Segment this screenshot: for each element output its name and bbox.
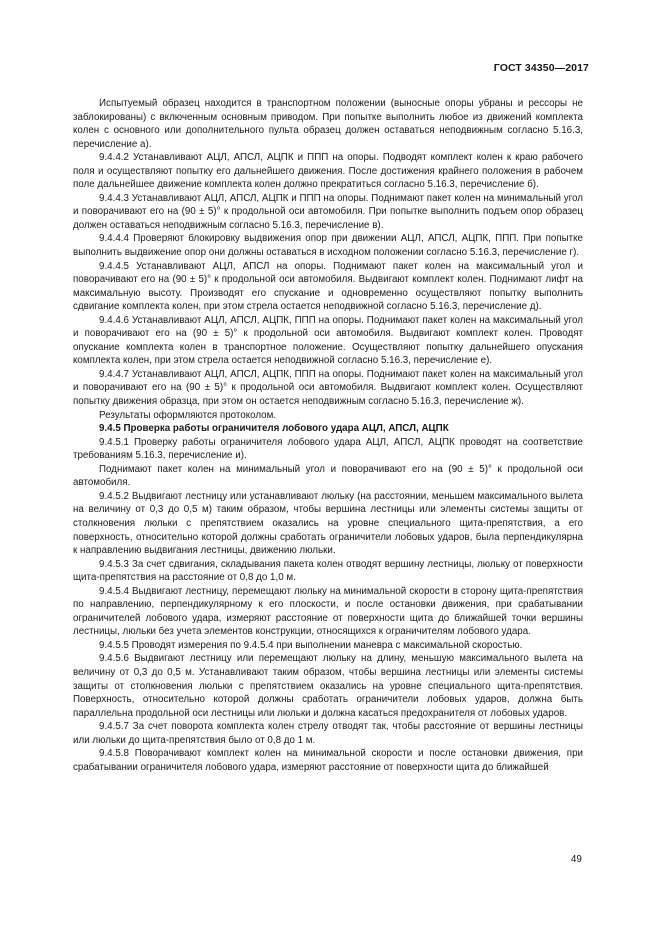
paragraph: 9.4.5.7 За счет поворота комплекта колен стрелу отводят так, чтобы расстояние от вершины лестницы или люльки до щита-препятствия было от 0,8 до 1 м. [73,721,583,746]
standard-designation: ГОСТ 34350—2017 [493,62,589,74]
paragraph: 9.4.4.2 Устанавливают АЦЛ, АПСЛ, АЦПК и ППП на опоры. Подводят комплект колен к краю рабочего поля и осуществляют попытку его дальнейшего движения. После достижения крайнего положения в рабочем поле дальнейшее движение комплекта колен должно прекратиться согласно 5.16.3, перечисление б). [73,152,583,191]
paragraph: 9.4.4.6 Устанавливают АЦЛ, АПСЛ, АЦПК, ППП на опоры. Поднимают пакет колен на максимальный угол и поворачивают его на (90 ± 5)° к продольной оси автомобиля. Выдвигают комплект колен. Проводят опускание комплекта колен в транспортное положение. Осуществляют попытку дальнейшего опускания комплекта колен, при этом стрела остается неподвижной согласно 5.16.3, перечисление е). [73,314,583,367]
paragraph: 9.4.4.3 Устанавливают АЦЛ, АПСЛ, АЦПК и ППП на опоры. Поднимают пакет колен на минимальный угол и поворачивают его на (90 ± 5)° к продольной оси автомобиля. При попытке выполнить подъем опор образец должен оставаться неподвижным согласно 5.16.3, перечисление в). [73,192,583,231]
paragraph: Испытуемый образец находится в транспортном положении (выносные опоры убраны и рессоры не заблокированы) с включенным основным приводом. При попытке выполнить любое из движений комплекта колен с основного или дополнительного пульта образец должен оставаться неподвижным согласно 5.16.3, перечисление а). [73,98,583,150]
paragraph: 9.4.4.4 Проверяют блокировку выдвижения опор при движении АЦЛ, АПСЛ, АЦПК, ППП. При попытке выполнить выдвижение опор они должны оставаться в исходном положении согласно 5.16.3, перечисление г). [73,233,583,259]
paragraph: 9.4.5.1 Проверку работы ограничителя лобового удара АЦЛ, АПСЛ, АЦПК проводят на соответствие требованиям 5.16.3, перечисление и). [73,436,583,462]
paragraph: 9.4.5.6 Выдвигают лестницу или перемещают люльку на длину, меньшую максимального вылета на величину от 0,3 до 0,5 м. Устанавливают таким образом, чтобы вершина лестницы или элементы системы защиты от столкновения люльки с препятствием оказались на уровне специального щита-препятствия. Поверхность, относительно которой должны сработать ограничители лобовых ударов, должна быть параллельна продольной оси лестницы или люльки и должна касаться предохранителя от лобовых ударов. [73,653,583,719]
paragraph: Результаты оформляются протоколом. [99,409,277,421]
paragraph: Поднимают пакет колен на минимальный угол и поворачивают его на (90 ± 5)° к продольной оси автомобиля. [73,463,583,489]
section-heading: 9.4.5 Проверка работы ограничителя лобового удара АЦЛ, АПСЛ, АЦПК [99,423,449,435]
paragraph: 9.4.4.7 Устанавливают АЦЛ, АПСЛ, АЦПК, ППП на опоры. Поднимают пакет колен на максимальный угол и поворачивают его на (90 ± 5)° к продольной оси автомобиля. Выдвигают комплект колен. Осуществляют попытку движения образца, при этом он остается неподвижным согласно 5.16.3, перечисление ж). [73,368,583,408]
paragraph: 9.4.5.5 Проводят измерения по 9.4.5.4 при выполнении маневра с максимальной скоростью. [99,639,523,651]
paragraph: 9.4.5.4 Выдвигают лестницу, перемещают люльку на минимальной скорости в сторону щита-препятствия по направлению, перпендикулярному к его плоскости, и после остановки движения, при срабатывании ограничителей лобового удара, измеряют расстояние от поверхности щита до ближайшей точки вершины лестницы, люльки без учета элементов конструкции, относящихся к ограничителям лобового удара. [73,585,583,638]
paragraph: 9.4.4.5 Устанавливают АЦЛ, АПСЛ на опоры. Поднимают пакет колен на максимальный угол и поворачивают его на (90 ± 5)° к продольной оси автомобиля. Выдвигают комплект колен. Поднимают лифт на максимальную высоту. Производят его спускание и одновременно осуществляют попытку выполнить сдвигание комплекта колен, при этом стрела остается неподвижной согласно 5.16.3, перечисление д). [73,260,583,313]
paragraph: 9.4.5.2 Выдвигают лестницу или устанавливают люльку (на расстоянии, меньшем максимального вылета на величину от 0,3 до 0,5 м) таким образом, чтобы вершина лестницы или элементы системы защиты от столкновения люльки с препятствием оказались на уровне специального щита-препятствия, а его поверхность, относительно которой должны сработать ограничители лобовых ударов, была перпендикулярна к направлению выдвигания лестницы, движению люльки. [73,490,583,557]
paragraph: 9.4.5.3 За счет сдвигания, складывания пакета колен отводят вершину лестницы, люльку от поверхности щита-препятствия на расстояние от 0,8 до 1,0 м. [73,558,583,584]
body-text [73,97,583,774]
paragraph: 9.4.5.8 Поворачивают комплект колен на минимальной скорости и после остановки движения, при срабатывании ограничителя лобового удара, измеряют расстояние от поверхности щита до ближайшей [73,748,583,773]
page-number: 49 [570,854,582,865]
